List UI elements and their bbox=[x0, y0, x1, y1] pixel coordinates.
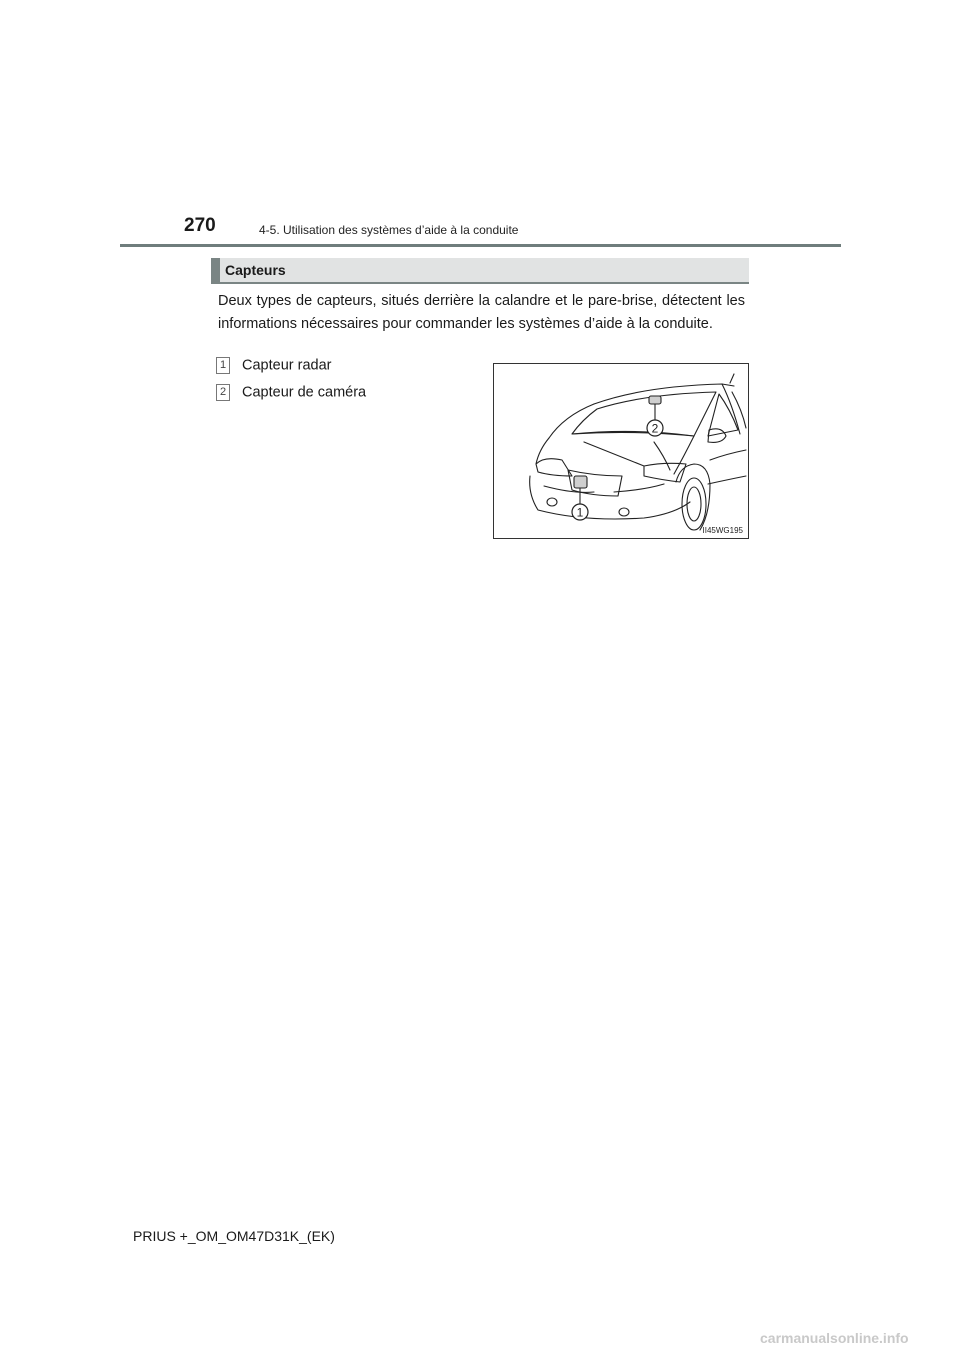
car-sensor-illustration bbox=[493, 363, 749, 539]
item-label: Capteur radar bbox=[242, 357, 332, 374]
door-lower-line bbox=[708, 476, 746, 484]
section-title-rule bbox=[211, 282, 749, 284]
section-title-bar bbox=[211, 258, 749, 282]
item-label: Capteur de caméra bbox=[242, 384, 367, 401]
watermark: carmanualsonline.info bbox=[760, 1330, 909, 1346]
section-header: 4-5. Utilisation des systèmes d’aide à la conduite bbox=[259, 223, 519, 237]
list-item-radar bbox=[216, 357, 331, 374]
list-item-camera bbox=[216, 384, 366, 401]
hood-crease-left bbox=[584, 442, 644, 466]
wheel bbox=[682, 478, 706, 530]
body-side-line bbox=[710, 450, 746, 460]
callout-label-2: 2 bbox=[651, 421, 659, 436]
wheel-arch bbox=[676, 464, 710, 530]
fog-light-left bbox=[547, 498, 557, 506]
car-drawing bbox=[494, 364, 748, 538]
rear-window-edge bbox=[732, 392, 746, 428]
windshield bbox=[572, 392, 716, 436]
section-title-accent bbox=[211, 258, 220, 282]
wheel-rim bbox=[687, 487, 701, 521]
header-rule bbox=[120, 244, 841, 247]
camera-sensor bbox=[649, 396, 661, 404]
radar-sensor bbox=[574, 476, 587, 488]
item-number-badge: 1 bbox=[216, 357, 230, 374]
fog-light-right bbox=[619, 508, 629, 516]
roof-rear bbox=[722, 384, 740, 434]
callout-label-1: 1 bbox=[576, 505, 584, 520]
bumper-line-right bbox=[614, 484, 664, 492]
hood-rear-edge bbox=[572, 431, 694, 474]
page-number: 270 bbox=[184, 215, 216, 236]
section-title: Capteurs bbox=[225, 262, 286, 278]
footer-model-code: PRIUS +_OM_OM47D31K_(EK) bbox=[133, 1228, 335, 1244]
intro-paragraph: Deux types de capteurs, situés derrière la calandre et le pare-brise, détectent les informations nécessaires pour commander les systèmes d’aide à la conduite. bbox=[218, 293, 745, 332]
bumper-outline bbox=[530, 476, 690, 519]
antenna bbox=[730, 374, 734, 383]
item-number-badge: 2 bbox=[216, 384, 230, 401]
hood-crease-right bbox=[654, 442, 670, 470]
headlight-left bbox=[536, 459, 572, 476]
figure-code: II45WG195 bbox=[702, 526, 743, 535]
roof-line bbox=[594, 384, 734, 404]
